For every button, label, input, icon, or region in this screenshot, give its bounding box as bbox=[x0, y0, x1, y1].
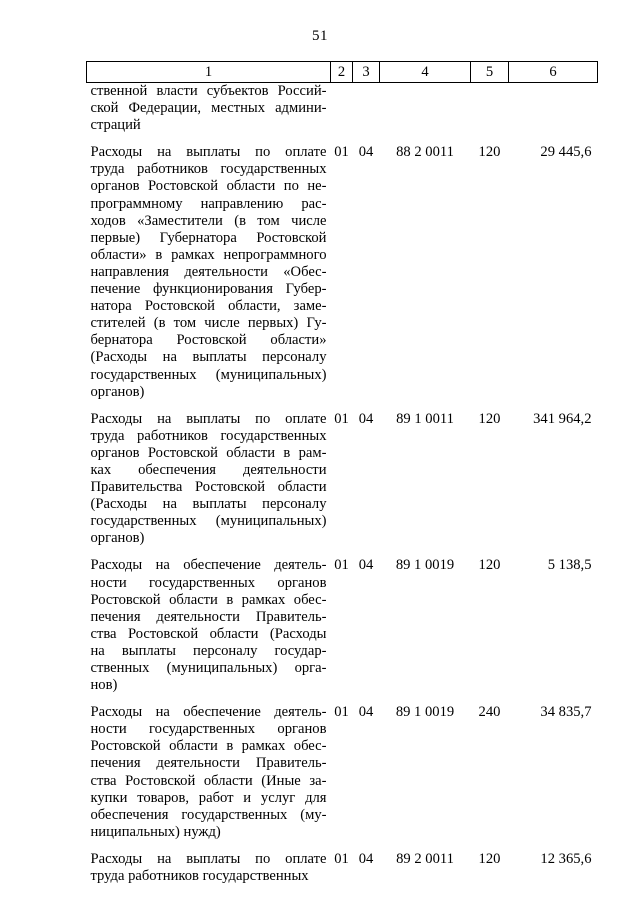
header-col-4: 4 bbox=[380, 62, 471, 83]
row-description bbox=[87, 83, 331, 135]
description-line: ходов «Заместители (в том числе bbox=[90, 212, 327, 229]
row-description bbox=[87, 134, 331, 400]
description-line: органов Ростовской области по не- bbox=[90, 178, 327, 195]
section-code bbox=[331, 83, 353, 135]
amount: 29 445,6 bbox=[540, 144, 592, 161]
description-line: Расходы на обеспечение деятель- bbox=[90, 557, 327, 574]
description-line: ниципальных) нужд) bbox=[90, 823, 221, 840]
expense-type-code bbox=[471, 83, 509, 135]
expense-type-code: 120 bbox=[478, 850, 501, 867]
description-line: Ростовской области в рамках обес- bbox=[90, 738, 327, 755]
description-line: печение функционирования Губер- bbox=[90, 281, 327, 298]
description-line: печения деятельности Правитель- bbox=[90, 755, 327, 772]
description-line: бернатора Ростовской области» bbox=[90, 332, 327, 349]
table-header-row bbox=[87, 62, 598, 83]
target-article-code: 89 1 0019 bbox=[395, 557, 455, 574]
description-line: Ростовской области в рамках обес- bbox=[90, 591, 327, 608]
target-article-code: 89 2 0011 bbox=[396, 850, 454, 867]
description-line: ности государственных органов bbox=[90, 721, 327, 738]
description-line: купки товаров, работ и услуг для bbox=[90, 789, 327, 806]
expense-type-code: 240 bbox=[478, 704, 501, 721]
page-number: 51 bbox=[312, 28, 328, 44]
description-line: первые) Губернатора Ростовской bbox=[90, 229, 327, 246]
description-line: ках обеспечения деятельности bbox=[90, 461, 327, 478]
description-line: печения деятельности Правитель- bbox=[90, 608, 327, 625]
section-code: 01 bbox=[334, 557, 349, 574]
header-col-5: 5 bbox=[471, 62, 509, 83]
amount: 34 835,7 bbox=[540, 704, 592, 721]
description-line: (Расходы на выплаты персоналу bbox=[90, 496, 327, 513]
subsection-code: 04 bbox=[358, 144, 374, 161]
description-line: государственных (муниципальных) bbox=[90, 366, 327, 383]
description-line: натора Ростовской области, заме- bbox=[90, 298, 327, 315]
row-description bbox=[87, 401, 331, 548]
header-col-1: 1 bbox=[87, 62, 331, 83]
description-line: ственной власти субъектов Россий- bbox=[90, 83, 327, 99]
description-line: ства Ростовской области (Иные за- bbox=[90, 772, 327, 789]
amount: 341 964,2 bbox=[533, 410, 592, 427]
expense-type-code: 120 bbox=[478, 410, 501, 427]
description-line: ности государственных органов bbox=[90, 574, 327, 591]
description-line: труда работников государственных bbox=[90, 427, 327, 444]
description-line: на выплаты персоналу государ- bbox=[90, 642, 327, 659]
expense-type-code: 120 bbox=[478, 144, 501, 161]
description-line: государственных (муниципальных) bbox=[90, 513, 327, 530]
description-line: Расходы на выплаты по оплате bbox=[90, 410, 327, 427]
header-col-2: 2 bbox=[331, 62, 353, 83]
row-description bbox=[87, 841, 331, 885]
description-line: ства Ростовской области (Расходы bbox=[90, 625, 327, 642]
target-article-code: 89 1 0011 bbox=[396, 410, 454, 427]
description-line: обеспечения государственных (му- bbox=[90, 806, 327, 823]
description-line: Расходы на выплаты по оплате bbox=[90, 850, 327, 867]
amount: 12 365,6 bbox=[540, 850, 592, 867]
section-code: 01 bbox=[334, 850, 349, 867]
description-line: труда работников государственных bbox=[90, 161, 327, 178]
subsection-code bbox=[353, 83, 380, 135]
table-row bbox=[87, 134, 598, 400]
budget-table bbox=[86, 61, 598, 885]
subsection-code: 04 bbox=[358, 410, 374, 427]
target-article-code bbox=[380, 83, 471, 135]
header-col-3: 3 bbox=[353, 62, 380, 83]
section-code: 01 bbox=[334, 144, 349, 161]
header-col-6: 6 bbox=[509, 62, 598, 83]
description-line: области» в рамках непрограммного bbox=[90, 246, 327, 263]
table-row bbox=[87, 547, 598, 694]
subsection-code: 04 bbox=[358, 704, 374, 721]
expense-type-code: 120 bbox=[478, 557, 501, 574]
description-line: направления деятельности «Обес- bbox=[90, 263, 327, 280]
description-line: труда работников государственных bbox=[90, 868, 309, 885]
table-row bbox=[87, 841, 598, 885]
description-line: ственных (муниципальных) орга- bbox=[90, 660, 327, 676]
description-line: программному направлению рас- bbox=[90, 195, 327, 212]
amount: 5 138,5 bbox=[547, 557, 592, 574]
description-line: нов) bbox=[90, 677, 118, 694]
table-row bbox=[87, 694, 598, 841]
description-line: Расходы на обеспечение деятель- bbox=[90, 704, 327, 721]
description-line: органов Ростовской области в рам- bbox=[90, 444, 327, 461]
table-row bbox=[87, 83, 598, 135]
target-article-code: 89 1 0019 bbox=[395, 704, 455, 721]
section-code: 01 bbox=[334, 410, 349, 427]
target-article-code: 88 2 0011 bbox=[396, 144, 454, 161]
description-line: страций bbox=[90, 117, 141, 134]
description-line: Расходы на выплаты по оплате bbox=[90, 144, 327, 161]
table-body bbox=[87, 83, 598, 886]
row-description bbox=[87, 694, 331, 841]
subsection-code: 04 bbox=[358, 557, 374, 574]
description-line: стителей (в том числе первых) Гу- bbox=[90, 315, 327, 332]
row-description bbox=[87, 547, 331, 694]
section-code: 01 bbox=[334, 704, 349, 721]
description-line: органов) bbox=[90, 530, 145, 547]
amount bbox=[509, 83, 598, 135]
description-line: органов) bbox=[90, 383, 145, 400]
subsection-code: 04 bbox=[358, 850, 374, 867]
description-line: ской Федерации, местных админи- bbox=[90, 100, 327, 117]
description-line: Правительства Ростовской области bbox=[90, 479, 327, 496]
table-row bbox=[87, 401, 598, 548]
description-line: (Расходы на выплаты персоналу bbox=[90, 349, 327, 366]
